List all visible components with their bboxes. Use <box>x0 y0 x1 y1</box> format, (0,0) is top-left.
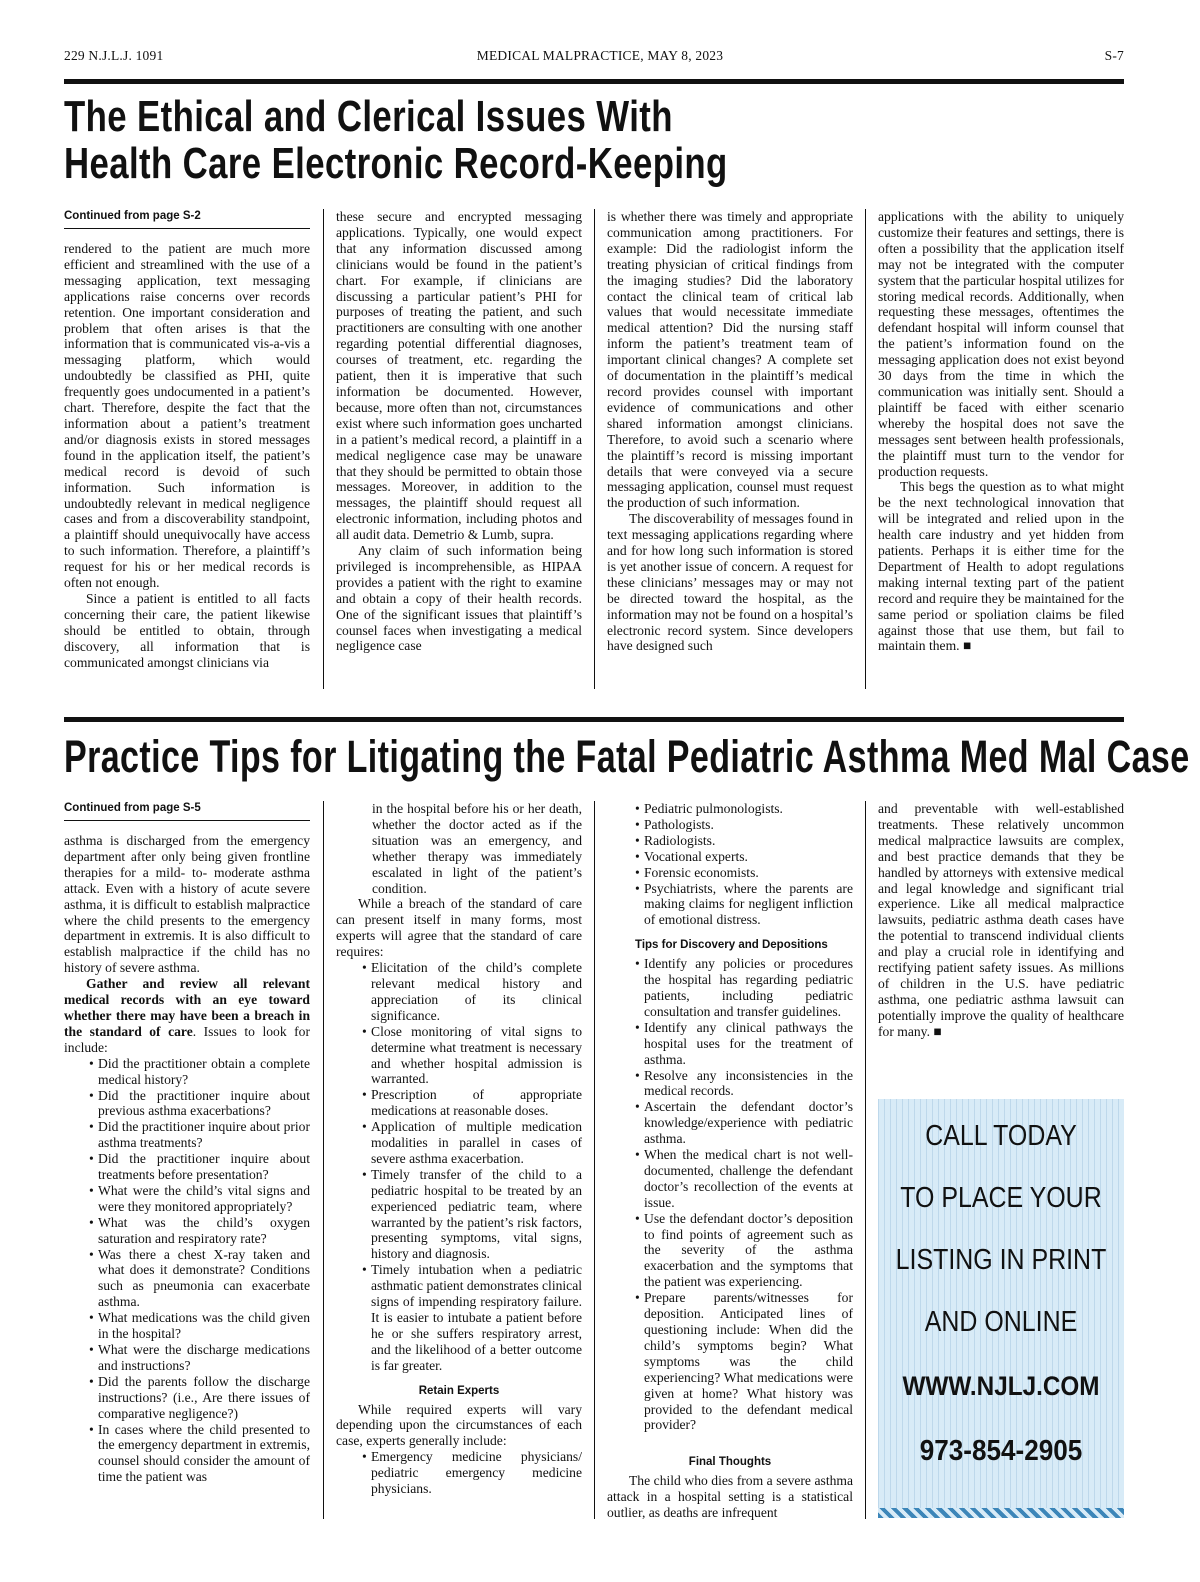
final-thoughts-subhead: Final Thoughts <box>688 1456 772 1469</box>
list-item: • Radiologists. <box>644 833 853 849</box>
ad-line-3: LISTING IN PRINT <box>895 1244 1107 1276</box>
column-divider <box>323 209 324 689</box>
article1-col2-paragraph: Any claim of such information being privileged is incomprehensible, as HIPAA provides a patient with the right to examine and obtain a copy of their health records. One of the significant issues that plaintiff’s counsel faces when investigating a medical negligence case <box>336 543 582 654</box>
article2-continued-note: Continued from page S-5 <box>64 801 310 821</box>
folio-left: 229 N.J.L.J. 1091 <box>64 48 164 63</box>
article1-column-3 <box>607 209 853 654</box>
article1-col3-paragraph: The discoverability of messages found in text messaging applications regarding where and for how long such information is stored is yet another issue of concern. A request for these clinicians’ messages may or may not be directed toward the hospital, as the information may not be found on a hospital’s electronic record system. Since developers have designed such <box>607 511 853 654</box>
article1-headline-line2: Health Care Electronic Record-Keeping <box>64 139 728 188</box>
article1-col4-paragraph: applications with the ability to uniquely customize their features and settings, there is often a possibility that the application itself may not be integrated with the computer system that the particular hospital utilizes for storing medical records. Additionally, when requesting these messages, oftentimes the defendant hospital will inform counsel that the patient’s information found on the messaging application does not exist beyond 30 days from the time in which the communication was initially sent. Should a plaintiff be faced with either scenario whereby the hospital does not save the messages sent between health professionals, the plaintiff must turn to the vendor for production requests. <box>878 209 1124 479</box>
list-item: • Resolve any inconsistencies in the medical records. <box>644 1068 853 1100</box>
article2-column-4 <box>878 801 1124 1040</box>
list-item: • Use the defendant doctor’s deposition to find points of agreement such as the severity of the asthma exacerbation and the symptoms that the patient was experiencing. <box>644 1211 853 1291</box>
list-item: • Prepare parents/witnesses for deposition. Anticipated lines of questioning include: When did the child’s symptoms begin? What symptoms was the child experiencing? What medications were given at home? What history was provided to the defendant medical provider? <box>644 1290 853 1433</box>
article2-col1-paragraph <box>64 976 310 1056</box>
section-rule <box>64 717 1124 722</box>
article2-column-2 <box>336 801 582 1497</box>
list-item: • Did the practitioner inquire about previous asthma exacerbations? <box>98 1088 310 1120</box>
list-item: • Pediatric pulmonologists. <box>644 801 853 817</box>
list-item: • Did the practitioner inquire about prior asthma treatments? <box>98 1119 310 1151</box>
list-item: • Forensic economists. <box>644 865 853 881</box>
ad-line-2: TO PLACE YOUR <box>900 1182 1102 1214</box>
article1-headline-line1: The Ethical and Clerical Issues With <box>64 92 673 141</box>
list-item: • Elicitation of the child’s complete relevant medical history and appreciation of its clinical significance. <box>371 960 582 1024</box>
listing-advertisement <box>878 1099 1124 1518</box>
article2-col1-paragraph: asthma is discharged from the emergency department after only being given frontline therapies for a mild- to- moderate asthma attack. Even with a history of acute severe asthma, it is difficult to establish malpractice where the child presents to the emergency department in extremis. It is also difficult to establish malpractice if the child has no history of severe asthma. <box>64 833 310 976</box>
folio-right: S-7 <box>1104 48 1124 63</box>
ad-url: WWW.NJLJ.COM <box>902 1371 1100 1401</box>
article1-continued-note: Continued from page S-2 <box>64 209 310 229</box>
lead-in-continuation: . Issues to look for include: <box>64 1023 310 1055</box>
bold-lead-in: Gather and review all relevant medical records with an eye toward whether there may have been a breach in the standard of care <box>64 976 310 1039</box>
list-item: • Psychiatrists, where the parents are making claims for negligent infliction of emotional distress. <box>644 881 853 929</box>
list-item: • What medications was the child given in the hospital? <box>98 1310 310 1342</box>
article2-column-3 <box>607 801 853 1521</box>
list-item: • Identify any clinical pathways the hospital uses for the treatment of asthma. <box>644 1020 853 1068</box>
list-item: • When the medical chart is not well-documented, challenge the defendant doctor’s recollection of the events at issue. <box>644 1147 853 1211</box>
ad-line-4: AND ONLINE <box>924 1306 1078 1338</box>
article1-col3-paragraph: is whether there was timely and appropriate communication among practitioners. For example: Did the radiologist inform the treating physician of critical findings from the imaging studies? Did the laboratory contact the clinical team of critical lab values that would necessitate immediate medical attention? Did the nursing staff inform the patient’s treatment team of important clinical changes? A complete set of documentation in the plaintiff’s medical record provides counsel with important evidence of communications and other shared information amongst clinicians. Therefore, to avoid such a scenario where the plaintiff’s record is missing important details that were conveyed via a secure messaging application, counsel must request the production of such information. <box>607 209 853 511</box>
column-divider <box>865 209 866 689</box>
list-item: • Timely transfer of the child to a pediatric hospital to be treated by an experienced pediatric team, where warranted by the patient’s risk factors, presenting symptoms, vital signs, history and diagnosis. <box>371 1167 582 1262</box>
list-item: • Did the practitioner inquire about treatments before presentation? <box>98 1151 310 1183</box>
ad-phone: 973-854-2905 <box>919 1435 1083 1467</box>
list-item: • Identify any policies or procedures the hospital has regarding pediatric patients, including pediatric consultation and transfer guidelines. <box>644 956 853 1020</box>
list-item: • Pathologists. <box>644 817 853 833</box>
column-divider <box>865 801 866 1519</box>
folio-center: MEDICAL MALPRACTICE, MAY 8, 2023 <box>476 48 724 63</box>
article1-column-1 <box>64 209 310 670</box>
article2-col1-bullets <box>98 1056 310 1485</box>
article1-headline <box>64 93 854 187</box>
top-rule <box>64 79 1124 84</box>
list-item: • Timely intubation when a pediatric asthmatic patient demonstrates clinical signs of impending respiratory failure. It is easier to intubate a patient before he or she suffers respiratory arrest, and the likelihood of a better outcome is far greater. <box>371 1262 582 1373</box>
list-item: • Prescription of appropriate medications at reasonable doses. <box>371 1087 582 1119</box>
article1-col4-paragraph: This begs the question as to what might be the next technological innovation that will be integrated and relied upon in the health care industry and yet hidden from patients. Perhaps it is either time for the Department of Health to adopt regulations making internal texting part of the patient record and require they be maintained for the same period or spoliation claims be filed against those that use them, but fail to maintain them. ■ <box>878 479 1124 654</box>
list-item: • Ascertain the defendant doctor’s knowledge/experience with pediatric asthma. <box>644 1099 853 1147</box>
column-divider <box>323 801 324 1519</box>
article1-col1-paragraph: rendered to the patient are much more efficient and streamlined with the use of a messaging application, text messaging applications raise concerns over records retention. One important consideration and problem that often arises is that the information that is communicated vis-a-vis a messaging platform, which would undoubtedly be classified as PHI, quite frequently goes undocumented in a patient’s chart. Therefore, despite the fact that the information about a patient’s treatment and/or diagnosis exists in stored messages found in the application itself, the patient’s medical record is devoid of such information. Such information is undoubtedly relevant in medical negligence cases and from a discoverability standpoint, a plaintiff should unequivocally have access to such information. Therefore, a plaintiff’s request for his or her medical records is often not enough. <box>64 241 310 591</box>
list-item: • What was the child’s oxygen saturation and respiratory rate? <box>98 1215 310 1247</box>
list-item: • Was there a chest X-ray taken and what does it demonstrate? Conditions such as pneumonia can exacerbate asthma. <box>98 1247 310 1311</box>
article2-col3-bullets-2 <box>644 956 853 1433</box>
article1-column-2 <box>336 209 582 654</box>
list-item: • Did the parents follow the discharge instructions? (i.e., Are there issues of comparative negligence?) <box>98 1374 310 1422</box>
list-item: • Emergency medicine physicians/ pediatric emergency medicine physicians. <box>371 1449 582 1497</box>
ad-stripe-border <box>878 1508 1124 1518</box>
list-item: • Close monitoring of vital signs to determine what treatment is necessary and whether hospital admission is warranted. <box>371 1024 582 1088</box>
column-divider <box>594 801 595 1519</box>
list-item: • What were the discharge medications and instructions? <box>98 1342 310 1374</box>
article1-col1-paragraph: Since a patient is entitled to all facts concerning their care, the patient likewise should be entitled to obtain, through discovery, all information that is communicated amongst clinicians via <box>64 590 310 670</box>
article1-column-4 <box>878 209 1124 654</box>
article2-col2-bullets <box>371 960 582 1374</box>
article1-col2-paragraph: these secure and encrypted messaging applications. Typically, one would expect that any information discussed among clinicians would be found in the patient’s chart. For example, if clinicians are discussing a particular patient’s PHI for purposes of treating the patient, and such practitioners are consulting with one another regarding potential differential diagnoses, courses of treatment, etc. regarding the patient, then it is imperative that such information be documented. However, because, more often than not, circumstances exist where such information goes uncharted in a patient’s medical record, a plaintiff in a medical negligence case may be unaware that they should be permitted to obtain those messages. Moreover, in addition to the messages, the plaintiff should request all electronic information, including photos and all audit data. Demetrio & Lumb, supra. <box>336 209 582 543</box>
column-divider <box>594 209 595 689</box>
article2-col2-bullet-continuation: in the hospital before his or her death, whether the doctor acted as if the situation was an emergency, and whether therapy was immediately escalated in light of the patient’s condition. <box>372 801 582 896</box>
ad-line-1: CALL TODAY <box>925 1120 1077 1152</box>
list-item: • Application of multiple medication modalities in parallel in cases of severe asthma exacerbation. <box>371 1119 582 1167</box>
article2-col3-paragraph: The child who dies from a severe asthma attack in a hospital setting is a statistical outlier, as deaths are infrequent <box>607 1473 853 1521</box>
list-item: • Did the practitioner obtain a complete medical history? <box>98 1056 310 1088</box>
article2-col2-bullets-2 <box>371 1449 582 1497</box>
article2-headline: Practice Tips for Litigating the Fatal Pediatric Asthma Med Mal Case <box>64 731 1190 782</box>
discovery-subhead: Tips for Discovery and Depositions <box>635 939 828 952</box>
article2-col3-bullets <box>644 801 853 928</box>
retain-experts-subhead: Retain Experts <box>418 1384 500 1397</box>
article2-col2-paragraph: While a breach of the standard of care can present itself in many forms, most experts will agree that the standard of care requires: <box>336 896 582 960</box>
list-item: • In cases where the child presented to the emergency department in extremis, counsel should consider the amount of time the patient was <box>98 1422 310 1486</box>
list-item: • Vocational experts. <box>644 849 853 865</box>
article2-column-1 <box>64 801 310 1485</box>
article2-col4-paragraph: and preventable with well-established treatments. These relatively uncommon medical malpractice lawsuits are complex, and best practice demands that they be handled by attorneys with extensive medical and legal knowledge and significant trial experience. Like all medical malpractice lawsuits, pediatric asthma death cases have the potential to transcend individual clients and play a crucial role in identifying and rectifying patient safety issues. As millions of children in the U.S. have pediatric asthma, one pediatric asthma lawsuit can potentially improve the quality of healthcare for many. ■ <box>878 801 1124 1039</box>
list-item: • What were the child’s vital signs and were they monitored appropriately? <box>98 1183 310 1215</box>
article2-col2-paragraph: While required experts will vary depending upon the circumstances of each case, experts generally include: <box>336 1401 582 1449</box>
